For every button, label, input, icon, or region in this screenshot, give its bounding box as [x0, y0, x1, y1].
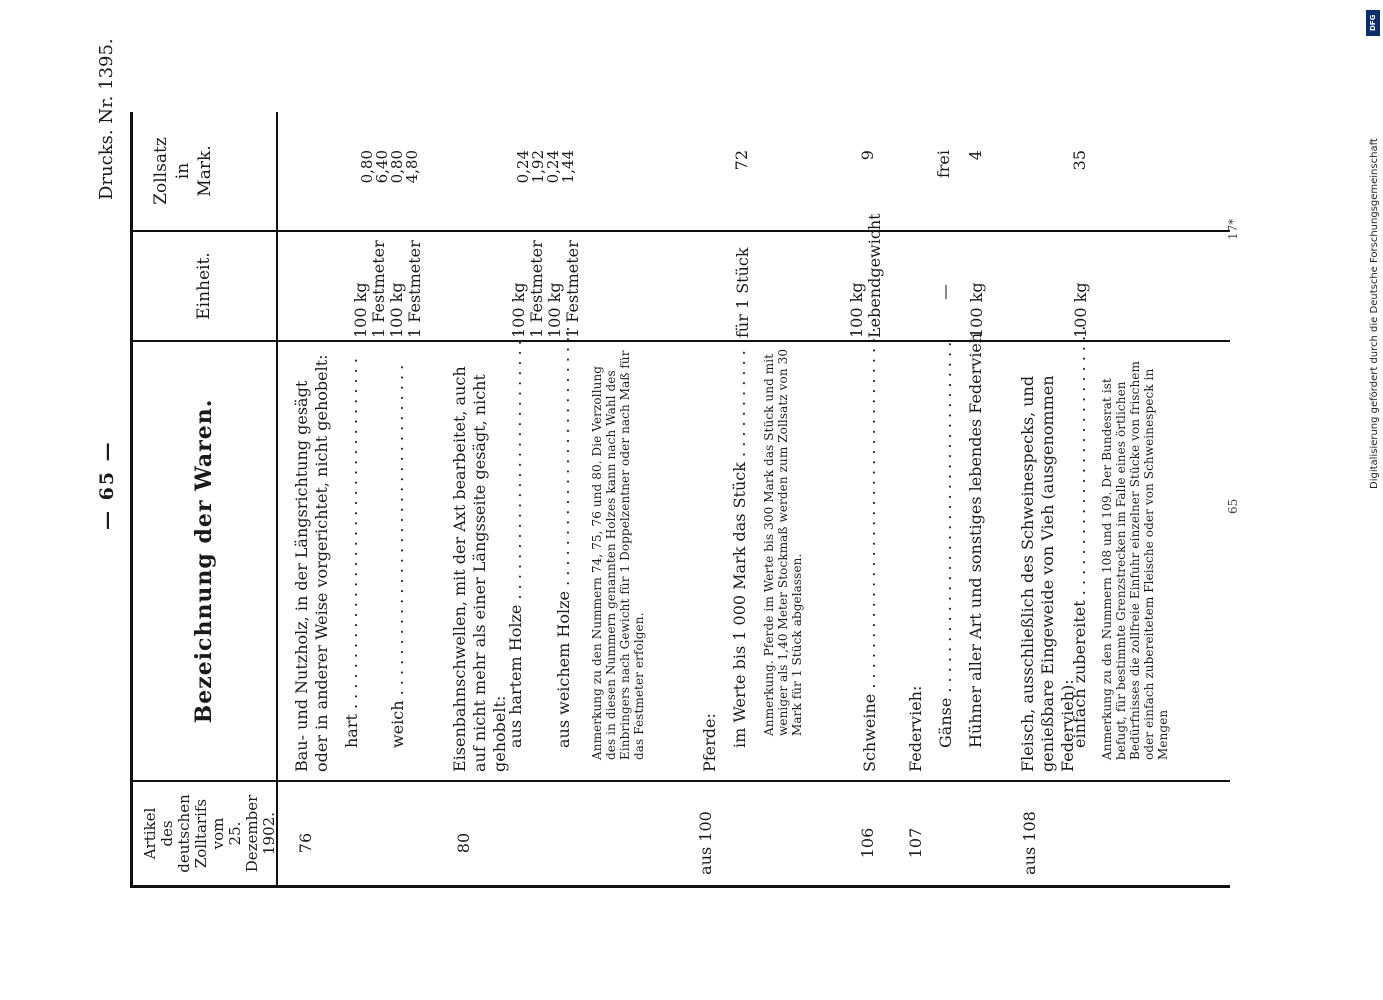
header-article: [142, 782, 278, 885]
unit-value: —: [935, 284, 954, 300]
header-title: Bezeichnung der Waren.: [191, 398, 217, 724]
digitization-credit-text: Digitalisierung gefördert durch die Deutsche Forschungsgemeinschaft: [1369, 138, 1380, 489]
item-description: Schweine . . . . . . . . . . . . . . . . . . . . . . . . . . . . . . . . . . . . .: [860, 317, 879, 772]
article-number: aus 108: [1020, 811, 1039, 875]
rate-line: 6,40: [373, 150, 391, 184]
rate-line: 0,80: [358, 150, 376, 184]
header-rate: [150, 112, 216, 230]
article-number: 107: [906, 827, 925, 859]
unit-value: 100 kg: [967, 282, 986, 338]
header-article-line: 1902.: [260, 812, 278, 855]
unit-line: 100 kg: [509, 282, 528, 338]
article-number: 80: [454, 832, 473, 854]
rate-line: 0,24: [514, 150, 532, 184]
header-article-line: des deutschen: [158, 794, 193, 873]
unit-line: 100 kg: [351, 282, 370, 338]
article-number: aus 100: [696, 811, 715, 875]
rate-value: 35: [1070, 150, 1089, 171]
item-subline: hart . . . . . . . . . . . . . . . . . . . . . . . . . . . . . . . . . . .: [342, 358, 361, 748]
rate-value: 4: [966, 150, 985, 161]
rate-value: 9: [858, 150, 877, 161]
header-rate-line: Zollsatz: [151, 137, 171, 205]
rate-line: 1,92: [529, 150, 547, 184]
header-article-line: 25. Dezember: [226, 794, 261, 873]
header-unit: Einheit.: [194, 252, 214, 320]
rate-line: 4,80: [403, 150, 421, 184]
rate-line: 0,24: [544, 150, 562, 184]
col-divider-2: [130, 340, 1230, 342]
unit-line: 100 kg: [387, 282, 406, 338]
item-description: Pferde:: [700, 713, 719, 772]
unit-line: 100 kg: [545, 282, 564, 338]
unit-value: 100 kg: [1071, 282, 1090, 338]
col-divider-1: [130, 780, 1230, 782]
article-number: 76: [296, 832, 315, 854]
item-subline: aus weichem Holze . . . . . . . . . . . . . . . . . . . . . . . . . .: [554, 326, 573, 748]
unit-line: 1 Festmeter: [563, 240, 582, 338]
item-subline: im Werte bis 1 000 Mark das Stück . . . . . . . . . . .: [730, 350, 749, 748]
unit-line: 1 Festmeter: [527, 240, 546, 338]
footer-page-mark: 65: [1226, 498, 1240, 514]
item-description: Bau- und Nutzholz, in der Längsrichtung gesägt oder in anderer Weise vorgerichtet, nicht gehobelt:: [292, 354, 331, 772]
header-rate-line: in: [173, 162, 193, 180]
unit-line: 1 Festmeter: [369, 240, 388, 338]
rate-line: 1,44: [559, 150, 577, 184]
article-number: 106: [858, 827, 877, 859]
annotation-note: Anmerkung. Pferde im Werte bis 300 Mark das Stück und mit weniger als 1,40 Meter Stockmaß werden zum Zollsatz von 30 Mark für 1 Stück abgelassen.: [762, 348, 804, 736]
item-description: Fleisch, ausschließlich des Schweinespecks, und genießbare Eingeweide von Vieh (ausgenommen Federvieh):: [1018, 375, 1077, 772]
sheet-signature: 17*: [1226, 218, 1240, 240]
rate-value: [360, 150, 420, 300]
header-article-line: vom: [209, 817, 227, 850]
item-description: Eisenbahnschwellen, mit der Axt bearbeitet, auch auf nicht mehr als einer Längsseite gesägt, nicht gehobelt:: [450, 366, 509, 772]
header-article-line: Artikel: [141, 807, 159, 860]
table-header-rule: [276, 112, 278, 888]
table-top-rule: [130, 112, 133, 888]
rate-value: [516, 150, 576, 300]
page-number: — 65 —: [96, 440, 118, 530]
table-left-rule: [130, 885, 1230, 888]
annotation-note: Anmerkung zu den Nummern 74, 75, 76 und 80. Die Verzollung des in diesen Nummern genannten Holzes kann nach Wahl des Einbringers nach Gewicht für 1 Doppelzentner oder nach Maß für das Festmeter erfolgen.: [590, 350, 646, 760]
druck-number: Drucks. Nr. 1395.: [96, 38, 117, 200]
annotation-note: Anmerkung zu den Nummern 108 und 109. Der Bundesrat ist befugt, für bestimmte Grenzstrecken im Falle eines örtlichen Bedürfnisses die zollfreie Einfuhr einzelner Stücke von frischem oder einfach zubereitetem Fleische oder von Schweinespeck in Mengen: [1100, 361, 1170, 760]
item-subline: einfach zubereitet . . . . . . . . . . . . . . . . . . . . . . . . . . .: [1070, 325, 1089, 748]
col-divider-3: [130, 230, 1230, 232]
unit-line: Lebendgewicht: [865, 213, 884, 338]
rate-line: 0,80: [388, 150, 406, 184]
unit-line: 100 kg: [847, 282, 866, 338]
item-subline: weich . . . . . . . . . . . . . . . . . . . . . . . . . . . . . . . . .: [388, 364, 407, 748]
item-description: Federvieh:: [906, 685, 925, 772]
dfg-logo: DFG: [1366, 10, 1380, 36]
unit-line: 1 Festmeter: [405, 240, 424, 338]
item-subline: aus hartem Holze . . . . . . . . . . . . . . . . . . . . . . . . . . .: [506, 329, 525, 748]
rate-value: frei: [934, 150, 953, 179]
header-rate-line: Mark.: [195, 145, 215, 197]
item-subline: Gänse . . . . . . . . . . . . . . . . . . . . . . . . . . . . . . . . . . .: [936, 341, 955, 748]
header-article-line: Zolltarifs: [192, 798, 210, 869]
item-subline: Hühner aller Art und sonstiges lebendes Federvieh: [966, 332, 985, 748]
rate-value: 72: [732, 150, 751, 171]
unit-value: für 1 Stück: [733, 247, 752, 338]
